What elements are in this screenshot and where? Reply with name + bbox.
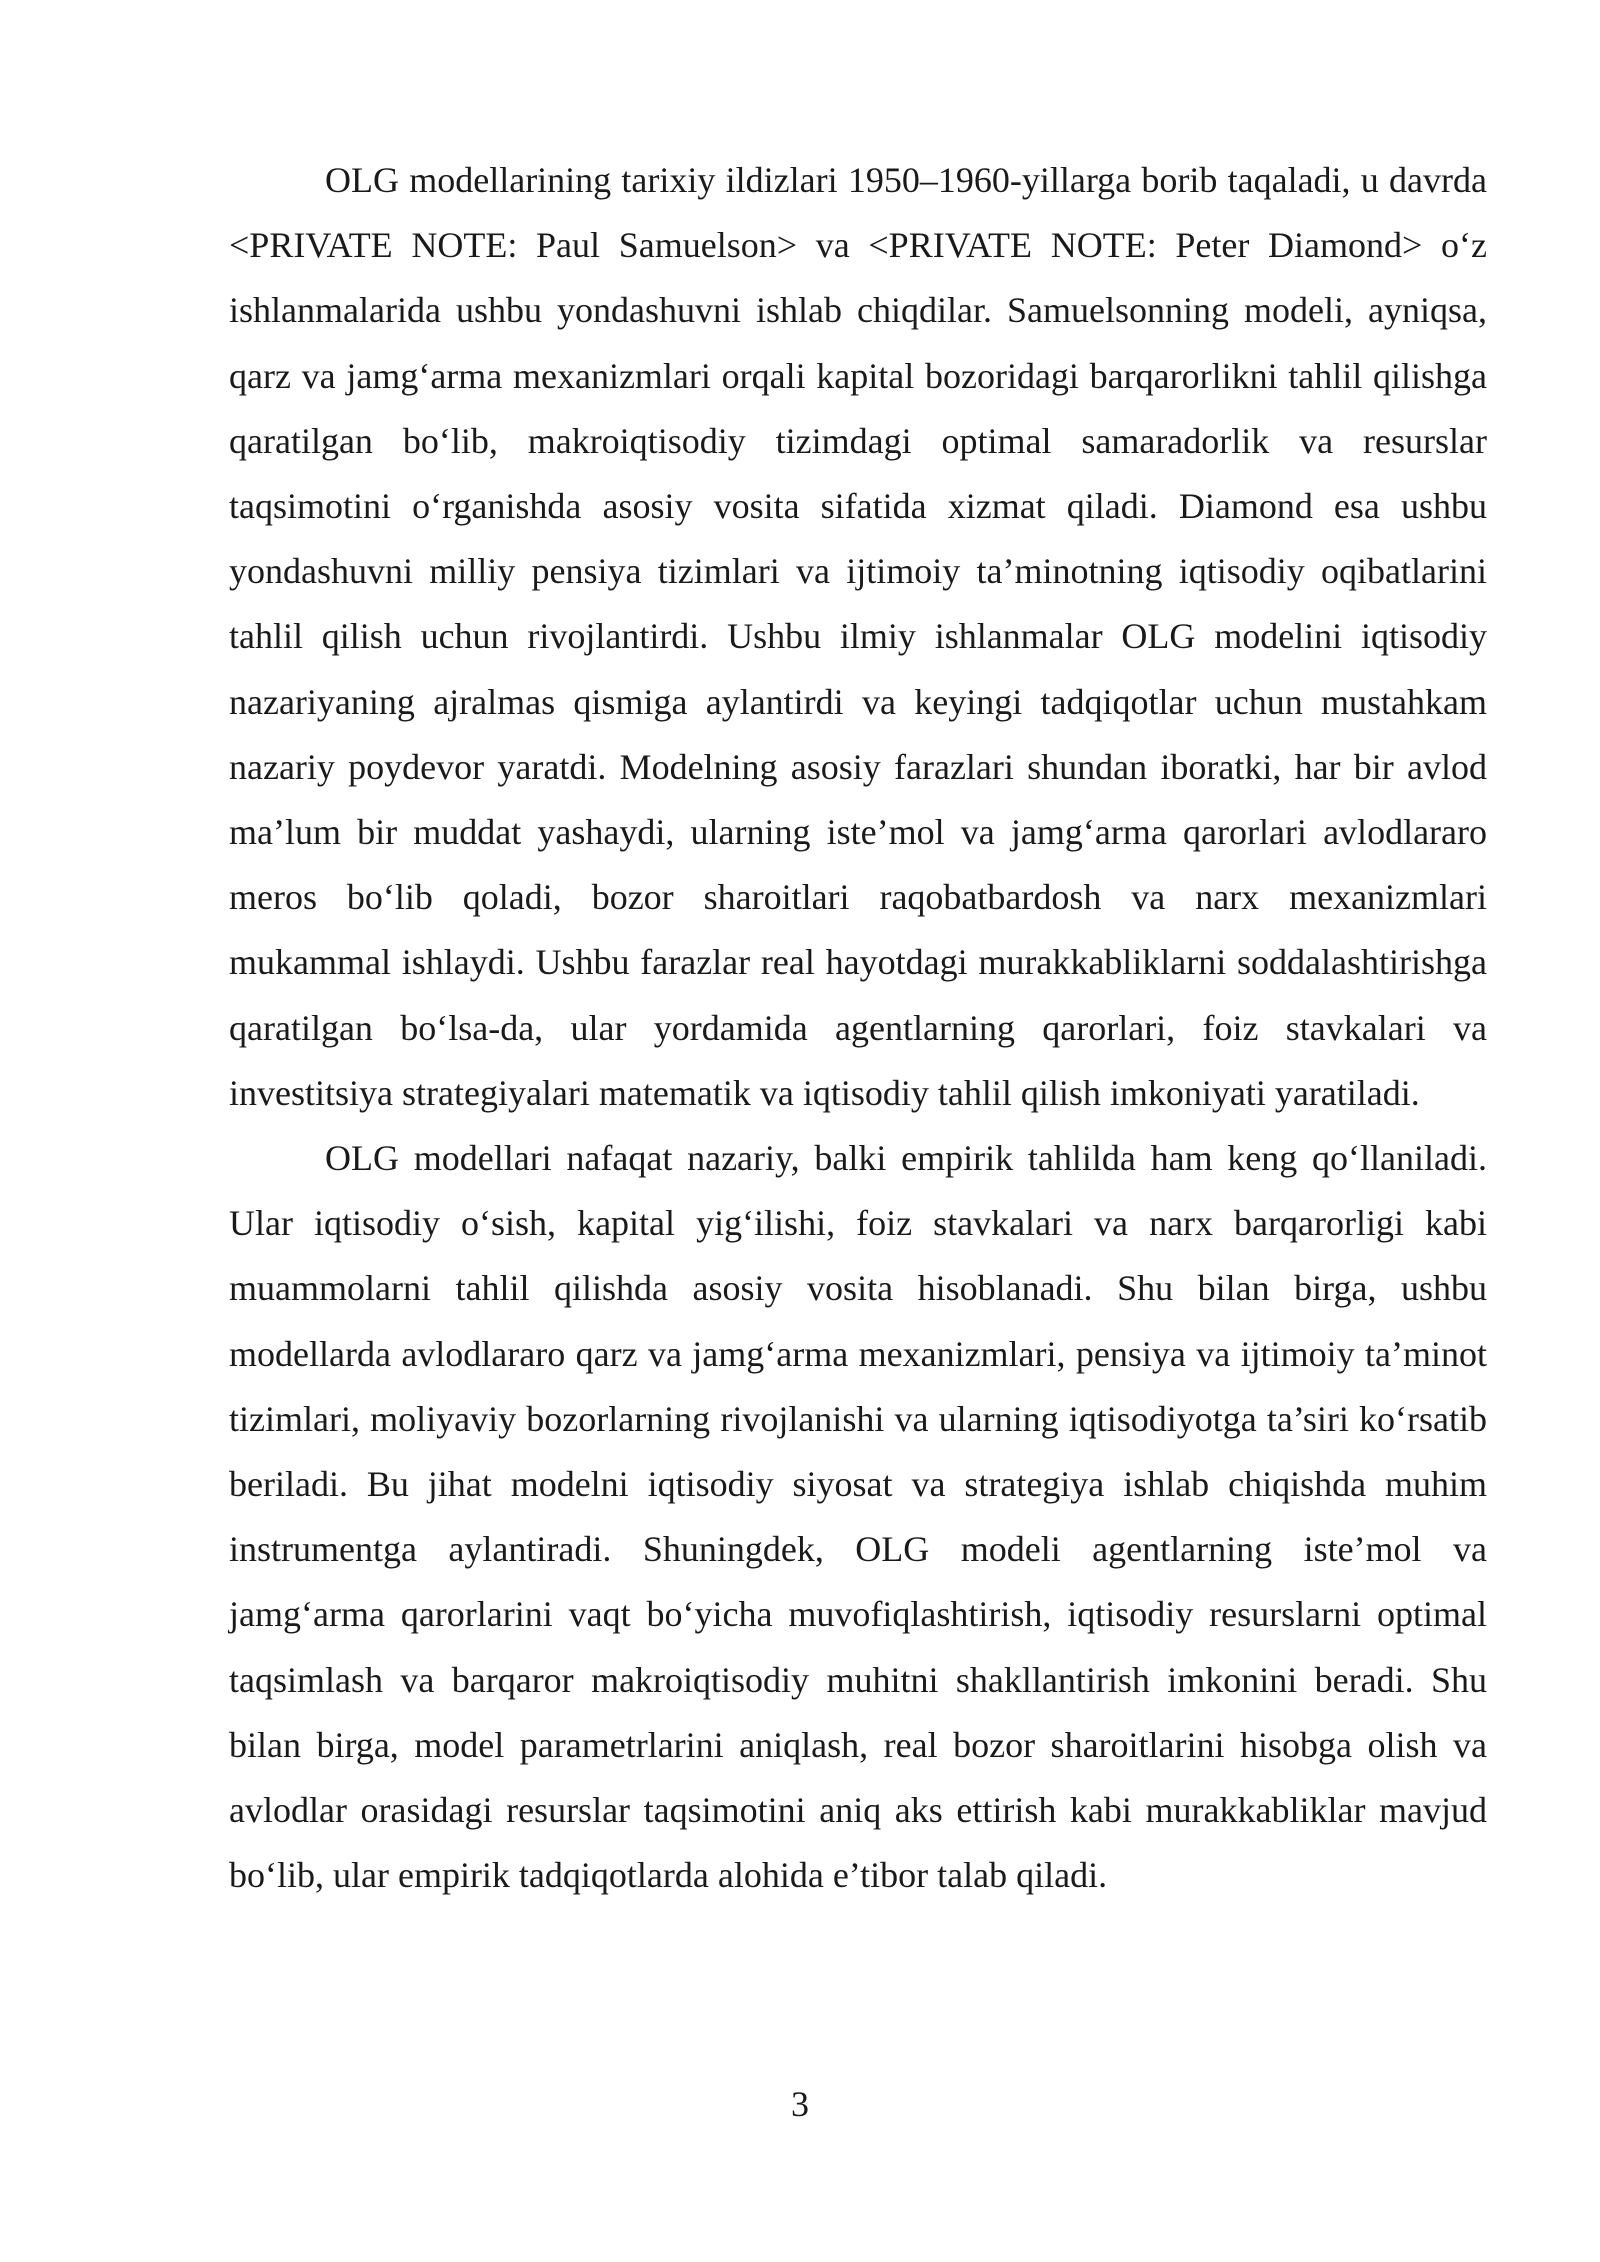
paragraph-1: OLG modellarining tarixiy ildizlari 1950–1960-yillarga borib taqaladi, u davrda <PRIVATE NOTE: Paul Samuelson> va <PRIVATE NOTE: Peter Diamond> o‘z ishlanmalarida ushbu yondashuvni ishlab chiqdilar. Samuelsonning modeli, ayniqsa, qarz va jamg‘arma mexanizmlari orqali kapital bozoridagi barqarorlikni tahlil qilishga qaratilgan bo‘lib, makroiqtisodiy tizimdagi optimal samaradorlik va resurslar taqsimotini o‘rganishda asosiy vosita sifatida xizmat qiladi. Diamond esa ushbu yondashuvni milliy pensiya tizimlari va ijtimoiy ta’minotning iqtisodiy oqibatlarini tahlil qilish uchun rivojlantirdi. Ushbu ilmiy ishlanmalar OLG modelini iqtisodiy nazariyaning ajralmas qismiga aylantirdi va keyingi tadqiqotlar uchun mustahkam nazariy poydevor yaratdi. Modelning asosiy farazlari shundan iboratki, har bir avlod ma’lum bir muddat yashaydi, ularning iste’mol va jamg‘arma qarorlari avlodlararo meros bo‘lib qoladi, bozor sharoitlari raqobatbardosh va narx mexanizmlari mukammal ishlaydi. Ushbu farazlar real hayotdagi murakkabliklarni soddalashtirishga qaratilgan bo‘lsa-da, ular yordamida agentlarning qarorlari, foiz stavkalari va investitsiya strategiyalari matematik va iqtisodiy tahlil qilish imkoniyati yaratiladi. — [229, 160, 1487, 1113]
page-number: 3 — [791, 2084, 809, 2124]
paragraph-2: OLG modellari nafaqat nazariy, balki empirik tahlilda ham keng qo‘llaniladi. Ular iqtisodiy o‘sish, kapital yig‘ilishi, foiz stavkalari va narx barqarorligi kabi muammolarni tahlil qilishda asosiy vosita hisoblanadi. Shu bilan birga, ushbu modellarda avlodlararo qarz va jamg‘arma mexanizmlari, pensiya va ijtimoiy ta’minot tizimlari, moliyaviy bozorlarning rivojlanishi va ularning iqtisodiyotga ta’siri ko‘rsatib beriladi. Bu jihat modelni iqtisodiy siyosat va strategiya ishlab chiqishda muhim instrumentga aylantiradi. Shuningdek, OLG modeli agentlarning iste’mol va jamg‘arma qarorlarini vaqt bo‘yicha muvofiqlashtirish, iqtisodiy resurslarni optimal taqsimlash va barqaror makroiqtisodiy muhitni shakllantirish imkonini beradi. Shu bilan birga, model parametrlarini aniqlash, real bozor sharoitlarini hisobga olish va avlodlar orasidagi resurslar taqsimotini aniq aks ettirish kabi murakkabliklar mavjud bo‘lib, ular empirik tadqiqotlarda alohida e’tibor talab qiladi. — [229, 1138, 1487, 1896]
document-body — [229, 148, 1487, 1908]
